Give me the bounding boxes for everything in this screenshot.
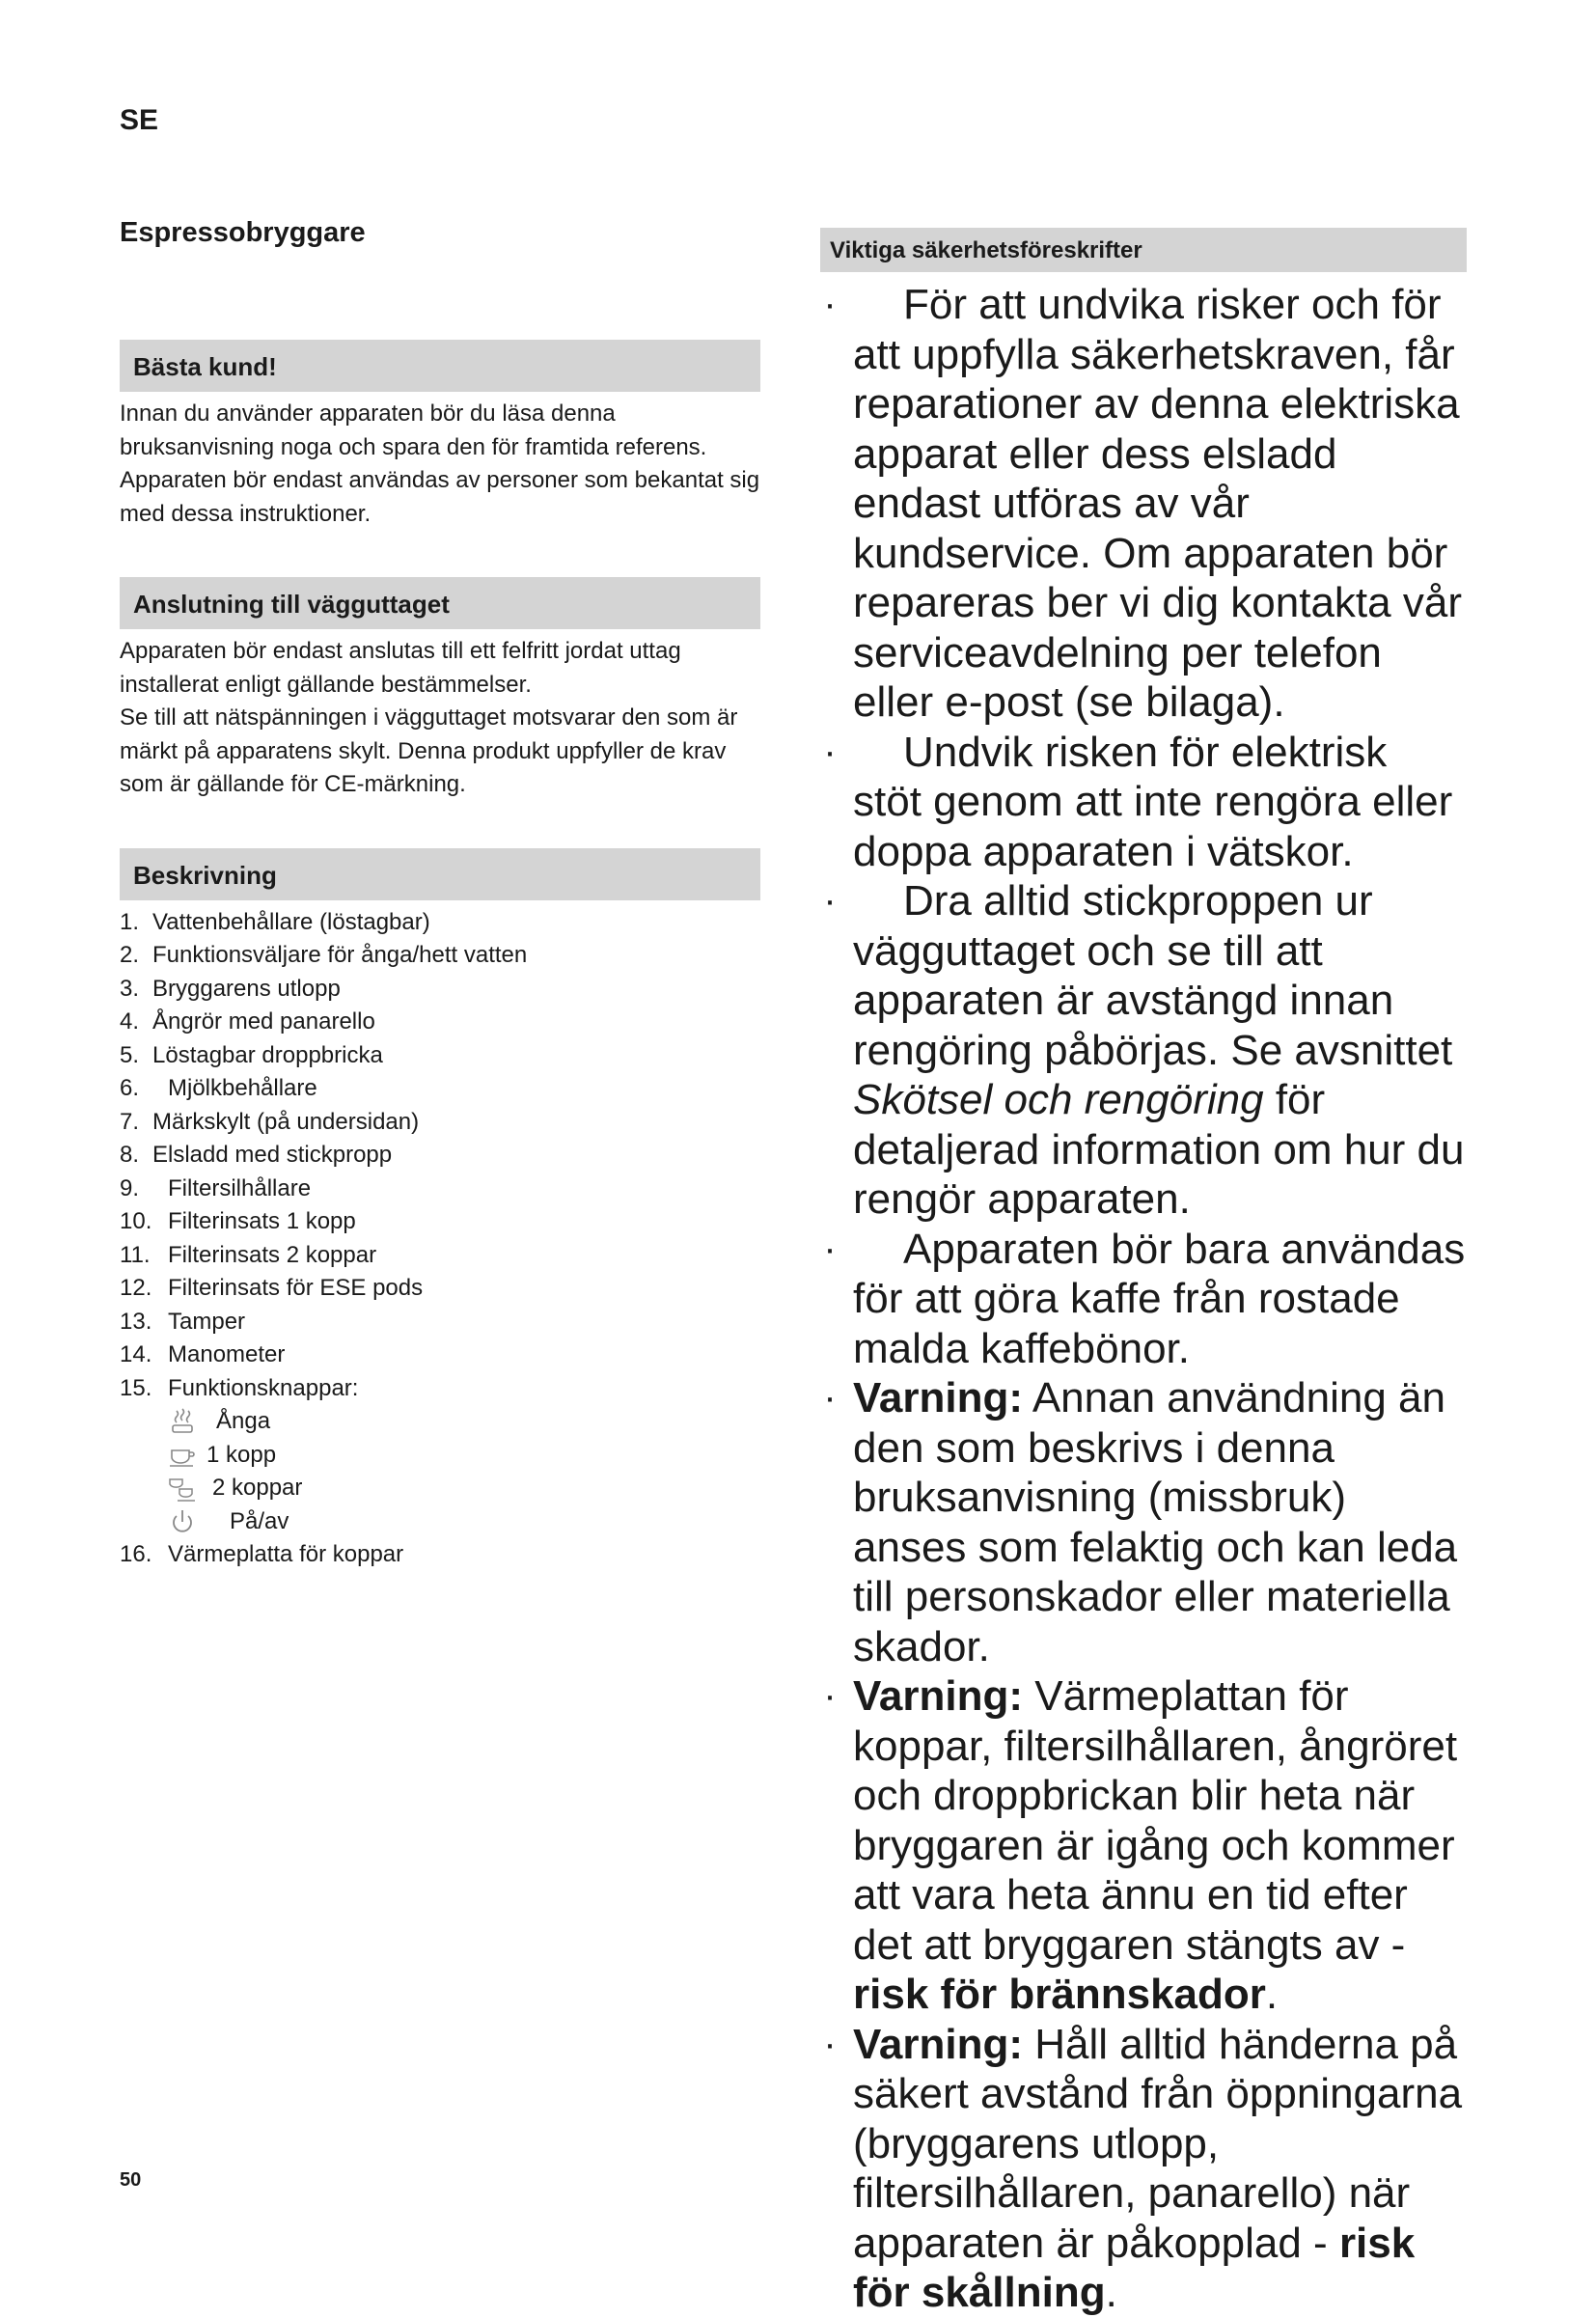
list-item: 13. Tamper [120,1308,246,1335]
list-item: 2 koppar [168,1472,760,1505]
document-title: Espressobryggare [120,217,366,248]
connection-text-2: Se till att nätspänningen i vägguttaget motsvarar den som är märkt på apparatens skylt. Denna produkt uppfyller de krav som är gällande för CE-märkning. [120,704,738,797]
page-number: 50 [120,2169,142,2191]
list-item: 9. Filtersilhållare [120,1174,312,1201]
list-item: 12. Filterinsats för ESE pods [120,1275,424,1301]
dear-customer-text: Innan du använder apparaten bör du läsa denna bruksanvisning noga och spara den för framtida referens. Apparaten bör endast användas av personer som bekantat sig med dessa instruktioner. [120,400,760,527]
section-heading-dear-customer: Bästa kund! [120,340,760,392]
list-item: 8. Elsladd med stickpropp [120,1142,393,1168]
function-buttons-sublist [120,1405,760,1538]
section-description [120,848,760,1572]
section-dear-customer [120,340,760,531]
section-heading-description: Beskrivning [120,848,760,900]
list-item: 11. Filterinsats 2 koppar [120,1241,377,1268]
left-column [120,217,760,1572]
right-column [820,228,1467,2318]
list-item: 16. Värmeplatta för koppar [120,1541,404,1567]
one-cup-icon [168,1441,197,1470]
list-item: · Varning: Värmeplattan för koppar, filtersilhållaren, ångröret och droppbrickan blir heta när bryggaren är igång och kommer att vara heta ännu en tid efter det att bryggaren stängts av - risk för brännskador. [823,1672,1458,2018]
list-item: 1 kopp [168,1439,760,1473]
section-heading-connection: Anslutning till vägguttaget [120,577,760,629]
list-item: 15. Funktionsknappar: [120,1374,359,1401]
list-item: · Varning: Håll alltid händerna på säkert avstånd från öppningarna (bryggarens utlopp, filtersilhållaren, panarello) när apparaten är påkopplad - risk för skållning. [823,2020,1463,2316]
list-item: · Dra alltid stickproppen ur vägguttaget och se till att apparaten är avstängd innan rengöring påbörjas. Se avsnittet Skötsel och rengöring för detaljerad information om hur du rengör apparaten. [823,877,1465,1223]
list-item: 3. Bryggarens utlopp [120,975,341,1002]
section-connection [120,577,760,802]
list-item: På/av [168,1505,760,1539]
list-item: 6. Mjölkbehållare [120,1075,317,1101]
list-item: Ånga [168,1405,760,1439]
list-item: · Undvik risken för elektrisk stöt genom att inte rengöra eller doppa apparaten i vätskor. [823,728,1453,875]
list-item: 5. Löstagbar droppbricka [120,1041,383,1068]
list-item: · För att undvika risker och för att uppfylla säkerhetskraven, får reparationer av denna elektriska apparat eller dess elsladd endast utföras av vår kundservice. Om apparaten bör repareras ber vi dig kontakta vår serviceavdelning per telefon eller e-post (se bilaga). [823,281,1462,726]
list-item: · Apparaten bör bara användas för att göra kaffe från rostade malda kaffebönor. [823,1225,1466,1372]
steam-icon [168,1407,197,1436]
connection-text-1: Apparaten bör endast anslutas till ett felfritt jordat uttag installerat enligt gällande bestämmelser. [120,638,681,698]
list-item: · Varning: Annan användning än den som beskrivs i denna bruksanvisning (missbruk) anses som felaktig och kan leda till personskador eller materiella skador. [823,1374,1458,1670]
list-item: 4. Ångrör med panarello [120,1008,375,1035]
list-item: 1. Vattenbehållare (löstagbar) [120,908,430,935]
two-cups-icon [168,1474,197,1503]
list-item: 14. Manometer [120,1341,286,1367]
list-item: 2. Funktionsväljare för ånga/hett vatten [120,942,528,968]
list-item: 7. Märkskylt (på undersidan) [120,1108,420,1135]
language-code: SE [120,104,159,136]
power-icon [168,1507,197,1536]
list-item: 10. Filterinsats 1 kopp [120,1208,356,1234]
section-heading-safety: Viktiga säkerhetsföreskrifter [820,228,1467,272]
safety-list [820,272,1467,2318]
parts-list [120,900,760,1572]
